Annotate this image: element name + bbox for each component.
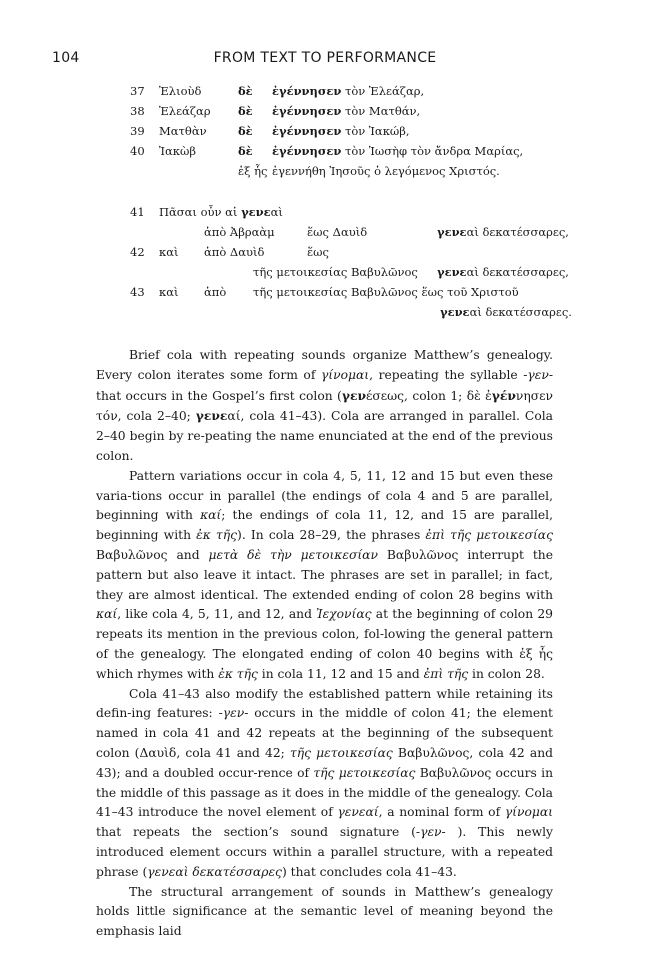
text-run: , a nominal form of [378,805,505,820]
text-run: Ἰεχονίας [316,607,372,622]
colon-verb: ἐγέννησεν [272,124,342,138]
colon-particle: δὲ [238,124,253,138]
colon-object: τὸν Ματθάν, [345,104,421,118]
text-run: έσεως, colon 1; δὲ ἐ [366,388,492,403]
paragraph-3 [96,685,553,883]
text-run: τῆς μετοικεσίας [289,745,393,760]
colon-number: 37 [130,84,145,98]
colon-gen-rest: αὶ δεκατέσσαρες, [466,225,569,239]
text-run: γενε [195,408,228,424]
text-run: - ). This newly introduced element occurs within a parallel structure, with a repeated phrase ( [96,825,553,879]
colon-lead: ἐξ ἧς [238,164,268,178]
colon-object: τὸν Ἰωσὴφ τὸν ἄνδρα Μαρίας, [345,144,524,158]
colon-object: τὸν Ἐλεάζαρ, [345,84,425,98]
colon-phrase: τῆς μετοικεσίας Βαβυλῶνος ἕως τοῦ Χριστοῦ [253,285,519,299]
paragraph-2 [96,467,553,685]
colon-name: Ἐλεάζαρ [159,104,211,118]
colon-predicate [272,122,410,142]
text-run: ἐπὶ τῆς μετοικεσίας [425,528,553,543]
text-run: γενεαὶ δεκατέσσαρες [147,864,282,879]
text-run: γεν [222,706,245,721]
colon-text [159,203,283,223]
colon-number: 43 [130,285,145,299]
colon-gen-bold: γενε [437,225,467,239]
text-run: γεν [420,825,442,840]
colon-phrase: τῆς μετοικεσίας Βαβυλῶνος [253,265,418,279]
colon-from: ἀπὸ [204,285,227,299]
page-number: 104 [52,50,80,66]
text-run: γέν [491,387,516,403]
colon-from: ἀπὸ Ἀβραὰμ [204,225,275,239]
colon-verb: ἐγέννησεν [272,84,342,98]
colon-predicate [272,102,420,122]
text-run: Βαβυλῶνος interrupt the pattern but also leave it intact. The phrases are set in parallel; in fact, they are almost identical. The extended ending of colon 28 begins with [96,547,553,602]
colon-gen-bold: γενε [241,205,271,219]
colon-verb: ἐγέννησεν [272,144,342,158]
running-title: FROM TEXT TO PERFORMANCE [213,50,437,66]
text-run: Βαβυλῶνος, cola 42 and 43); and a doubled occur-rence of [96,745,553,780]
text-run: in colon 28. [468,666,545,681]
colon-gen-bold: γενε [440,305,470,319]
colon-object: τὸν Ἰακώβ, [345,124,410,138]
colon-rest: ἐγεννήθη Ἰησοῦς ὁ λεγόμενος Χριστός. [272,164,500,178]
colon-name: Ἰακὼβ [159,144,196,158]
body-text [96,346,553,942]
text-run: γεν [341,387,366,403]
text-run: , repeating the syllable - [369,367,528,382]
paragraph-4 [96,883,553,942]
text-run: ἐκ τῆς [196,528,238,543]
text-run: γενεαί [337,805,379,820]
text-run: - that occurs in the Gospel’s first colon ( [96,367,553,403]
text-run: in cola 11, 12 and 15 and [257,666,424,681]
text-run: γεν [527,367,549,382]
text-run: Βαβυλῶνος occurs in the middle of this passage as it does in the middle of the genealogy. Cola 41–43 introduce the novel element of [96,765,553,820]
colon-particle: δὲ [238,104,253,118]
colon-generations [440,303,572,323]
text-run: αί, cola 41–43). Cola are arranged in parallel. Cola 2–40 begin by re-peating the name enunciated at the end of the previous colon. [96,409,554,463]
text-run: καί [200,508,222,523]
text-run: , like cola 4, 5, 11, and 12, and [117,607,317,622]
colon-number: 40 [130,144,145,158]
text-run: Brief cola with repeating sounds organize Matthew’s genealogy. Every colon iterates some form of [96,348,553,382]
colon-number: 38 [130,104,145,118]
text-run: καί [96,607,118,622]
colon-gen-bold: γενε [437,265,467,279]
colon-name: Ἐλιοὺδ [159,84,202,98]
colon-generations [437,263,569,283]
text-run: ; the endings of cola 11, 12, and 15 are parallel, beginning with [96,508,554,543]
text-run: Βαβυλῶνος and [96,547,209,562]
colon-number: 39 [130,124,145,138]
colon-number: 42 [130,245,145,259]
colon-generations [437,223,569,243]
text-run: ἐκ τῆς [218,666,258,681]
text-run: Cola 41–43 also modify the established pattern while retaining its defin-ing features: - [96,686,553,721]
text-run: γίνομαι [320,367,370,382]
colon-name: Ματθὰν [159,124,207,138]
colon-kai: καὶ [159,285,179,299]
colon-verb: ἐγέννησεν [272,104,342,118]
colon-particle: δὲ [238,84,253,98]
paragraph-1 [96,346,553,467]
colon-predicate [272,82,424,102]
colon-predicate [272,142,523,162]
colon-particle: δὲ [238,144,253,158]
text-run: - occurs in the middle of colon 41; the element named in cola 41 and 42 repeats at the beginning of the subsequent colon (Δαυὶδ, cola 41 and 42; [96,706,553,760]
colon-from: ἀπὸ Δαυὶδ [204,245,265,259]
text-run: ). In cola 28–29, the phrases [237,528,426,543]
colon-post: αὶ [270,205,283,219]
text-run: Pattern variations occur in cola 4, 5, 11, 12 and 15 but even these varia-tions occur in parallel (the endings of cola 4 and 5 are parallel, beginning with [96,468,553,523]
colon-gen-rest: αὶ δεκατέσσαρες, [466,265,569,279]
text-run: ) that concludes cola 41–43. [281,864,457,879]
colon-until: ἕως [307,245,329,259]
colon-gen-rest: αὶ δεκατέσσαρες. [469,305,572,319]
text-run: τῆς μετοικεσίας [313,765,416,780]
colon-kai: καὶ [159,245,179,259]
text-run: The structural arrangement of sounds in Matthew’s genealogy holds little significance at the semantic level of meaning beyond the emphasis laid [96,884,553,939]
text-run: γίνομαι [504,805,553,820]
colon-number: 41 [130,205,145,219]
colon-pre: Πᾶσαι οὖν αἱ [159,205,242,219]
colon-until: ἕως Δαυὶδ [307,225,368,239]
text-run: that repeats the section’s sound signature (- [96,825,421,840]
page-header [0,50,650,70]
text-run: ἐπὶ τῆς [423,666,469,681]
text-run: at the beginning of colon 29 repeats its mention in the previous colon, fol-lowing the general pattern of the genealogy. The elongated ending of colon 40 begins with ἐξ ἧς which rhymes with [96,607,553,681]
text-run: μετὰ δὲ τὴν μετοικεσίαν [208,547,378,562]
text-run: νησεν τόν, cola 2–40; [96,388,553,424]
